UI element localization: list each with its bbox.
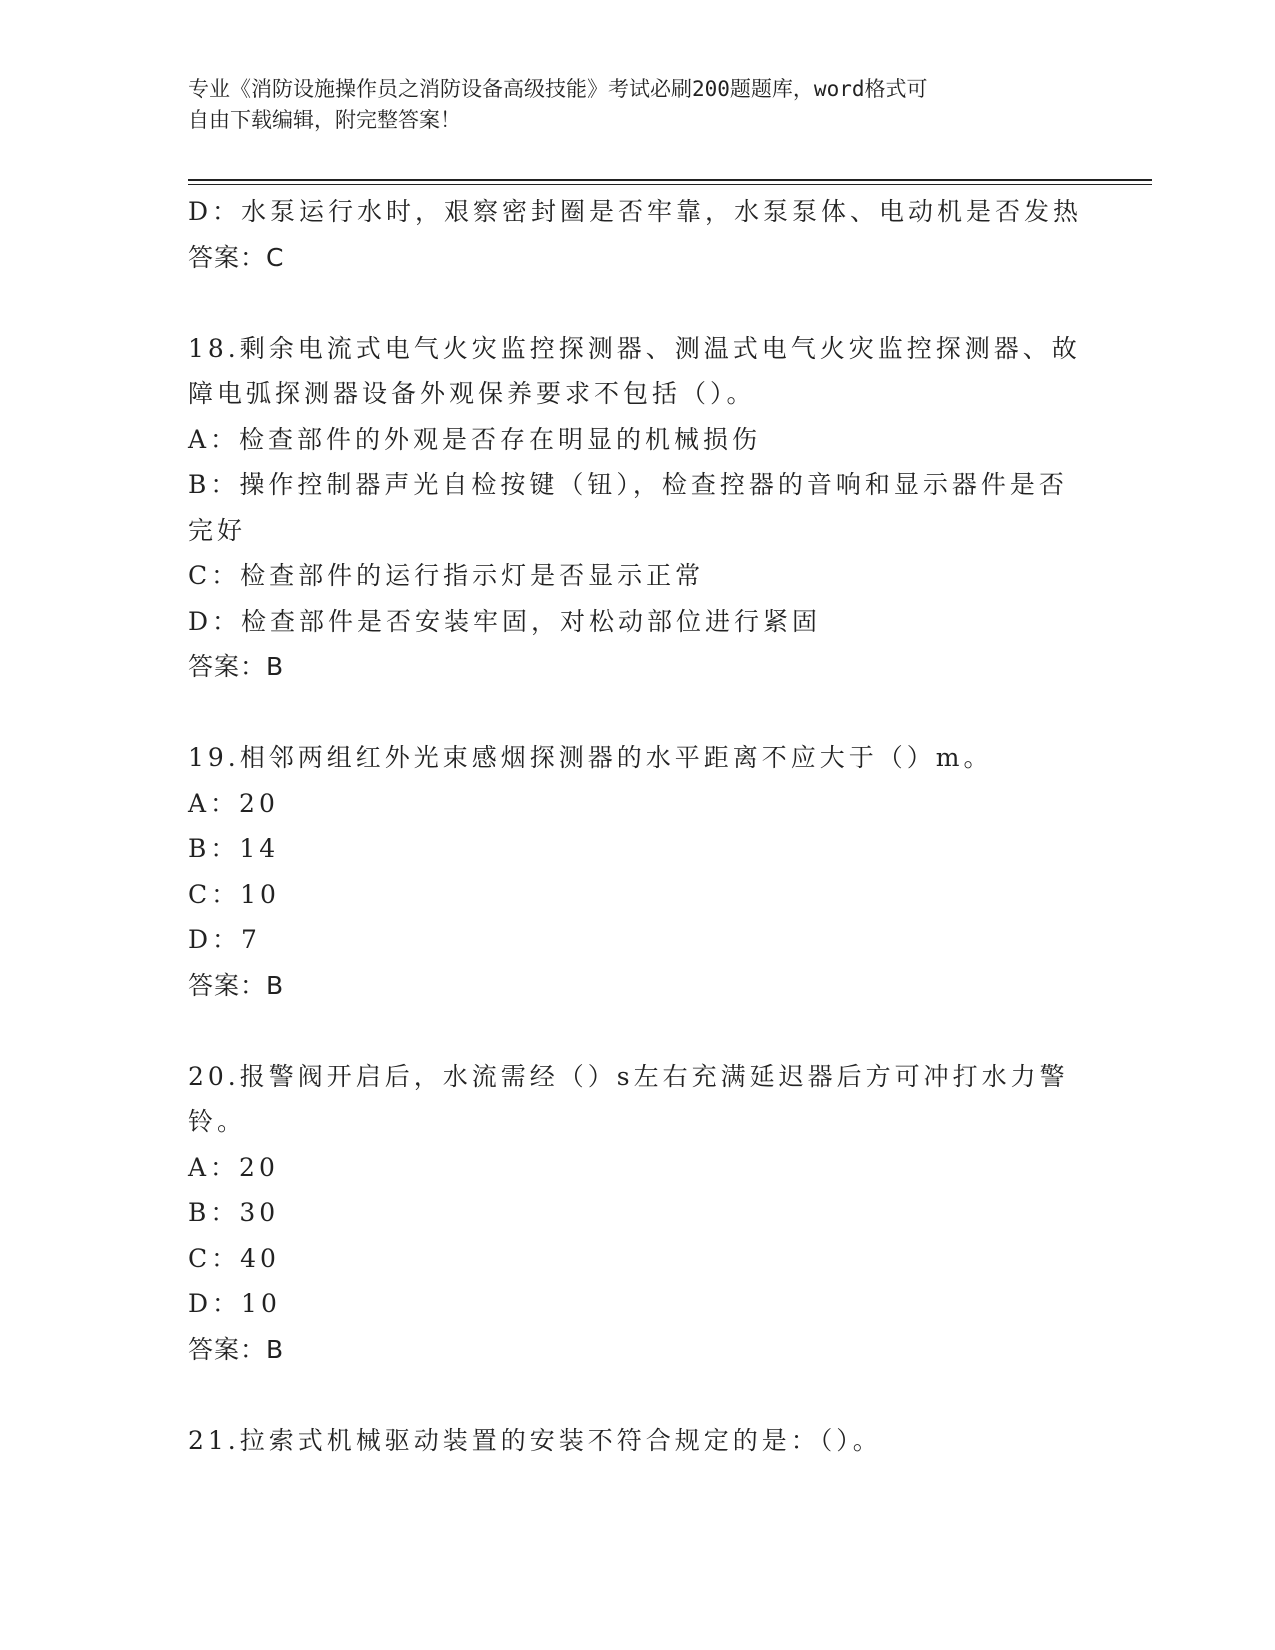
- option-line: A：20: [188, 788, 279, 818]
- option-line: D：10: [188, 1289, 281, 1318]
- option-line: B：30: [188, 1198, 280, 1227]
- option-line: C：检查部件的运行指示灯是否显示正常: [188, 561, 705, 590]
- answer-line: 答案：B: [188, 970, 285, 1000]
- option-line: C：10: [188, 879, 280, 909]
- question-block: [188, 1054, 1088, 1373]
- option-line: B：14: [188, 834, 280, 863]
- answer-line: 答案：B: [188, 1334, 285, 1364]
- question-spacer: [188, 1372, 1088, 1418]
- question-block: [188, 735, 1088, 1008]
- question-spacer: [188, 690, 1088, 736]
- option-line: A：20: [188, 1152, 279, 1182]
- question-stem-line: 障电弧探测器设备外观保养要求不包括（）。: [188, 379, 756, 408]
- option-line: A：检查部件的外观是否存在明显的机械损伤: [188, 424, 762, 454]
- option-line: C：40: [188, 1243, 280, 1273]
- question-stem-line: 20.报警阀开启后，水流需经（）s左右充满延迟器后方可冲打水力警: [188, 1061, 1069, 1091]
- document-header: [188, 74, 1068, 136]
- question-body: [188, 189, 1088, 1463]
- option-line: D：检查部件是否安装牢固，对松动部位进行紧固: [188, 606, 822, 636]
- header-line-2: 自由下载编辑，附完整答案！: [188, 108, 461, 132]
- option-line: B：操作控制器声光自检按键（钮），检查控器的音响和显示器件是否: [188, 470, 1068, 499]
- question-stem-line: 18.剩余电流式电气火灾监控探测器、测温式电气火灾监控探测器、故: [188, 333, 1081, 363]
- option-line: D：7: [188, 925, 261, 954]
- option-d-line: D：水泵运行水时，艰察密封圈是否牢靠，水泵泵体、电动机是否发热: [188, 197, 1083, 226]
- question-spacer: [188, 280, 1088, 326]
- question-stem-line: 铃。: [188, 1107, 247, 1136]
- question-block: [188, 326, 1088, 690]
- question-block: [188, 1418, 1088, 1464]
- question-stem-line: 21.拉索式机械驱动装置的安装不符合规定的是：（）。: [188, 1425, 882, 1455]
- question-stem-line: 19.相邻两组红外光束感烟探测器的水平距离不应大于（）m。: [188, 743, 993, 772]
- question-spacer: [188, 1008, 1088, 1054]
- answer-line: 答案：B: [188, 652, 285, 681]
- answer-line: 答案：C: [188, 242, 285, 272]
- option-line: 完好: [188, 515, 247, 545]
- header-divider-thin: [188, 184, 1152, 185]
- header-divider-thick: [188, 179, 1152, 181]
- header-line-1: 专业《消防设施操作员之消防设备高级技能》考试必刷200题题库，word格式可: [188, 77, 928, 101]
